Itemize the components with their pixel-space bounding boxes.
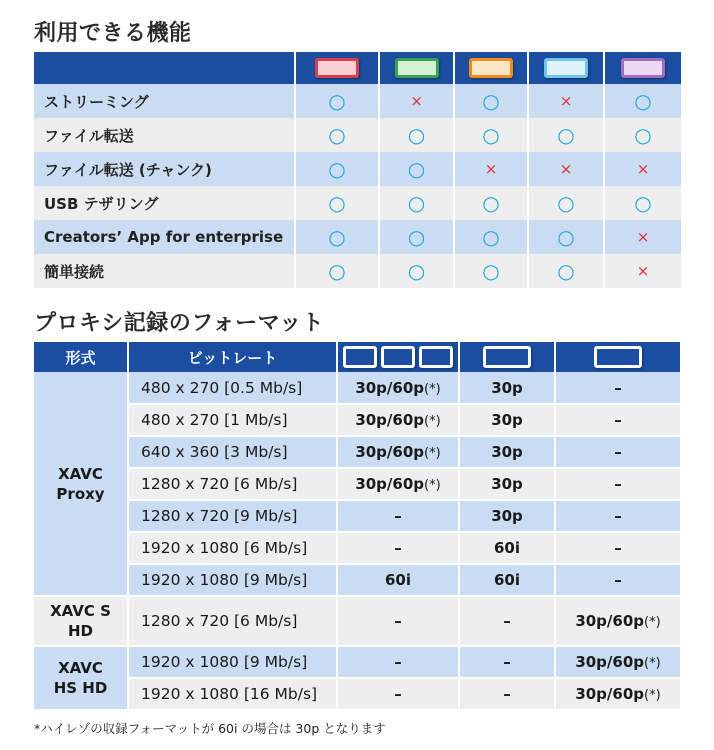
frame-rate-value: 30p/60p [575, 685, 645, 703]
frame-rate-cell [555, 372, 680, 404]
features-header-blank [34, 52, 295, 84]
feature-cell [604, 84, 681, 118]
feature-cell [528, 186, 604, 220]
feature-cell [295, 220, 379, 254]
features-table [34, 52, 681, 288]
bitrate-cell: 1920 x 1080 [6 Mb/s] [128, 532, 337, 564]
circle-mark-icon: ○ [407, 225, 426, 249]
red-swatch-icon [343, 346, 377, 368]
feature-cell [454, 152, 528, 186]
format-cell [34, 646, 128, 710]
frame-rate-cell [555, 564, 680, 596]
bitrate-cell: 1920 x 1080 [9 Mb/s] [128, 564, 337, 596]
features-header-row [34, 52, 681, 84]
proxy-header-row [34, 342, 680, 372]
frame-rate-value: 30p [491, 411, 523, 429]
frame-rate-cell [337, 404, 459, 436]
frame-rate-cell [459, 646, 555, 678]
circle-mark-icon: ○ [407, 191, 426, 215]
proxy-format-table [34, 342, 680, 711]
feature-label: USB テザリング [34, 186, 295, 220]
feature-label: 簡単接続 [34, 254, 295, 288]
feature-label: ファイル転送 (チャンク) [34, 152, 295, 186]
features-header-red [295, 52, 379, 84]
feature-label: ファイル転送 [34, 118, 295, 152]
footnote-marker: (*) [644, 656, 661, 671]
feature-cell [379, 254, 454, 288]
frame-rate-value: – [394, 507, 402, 525]
green-swatch-icon [395, 58, 439, 78]
bitrate-cell: 1280 x 720 [6 Mb/s] [128, 468, 337, 500]
frame-rate-value: 30p [491, 443, 523, 461]
frame-rate-value: – [614, 571, 622, 589]
frame-rate-cell [337, 564, 459, 596]
feature-cell [528, 254, 604, 288]
bitrate-cell: 1920 x 1080 [9 Mb/s] [128, 646, 337, 678]
frame-rate-cell [459, 678, 555, 710]
circle-mark-icon: ○ [328, 89, 346, 113]
frame-rate-cell [555, 646, 680, 678]
feature-cell [379, 118, 454, 152]
feature-row [34, 186, 681, 220]
frame-rate-value: – [503, 685, 511, 703]
frame-rate-value: 30p/60p [355, 378, 425, 397]
cross-mark-icon: × [559, 160, 573, 178]
feature-cell [604, 152, 681, 186]
bitrate-cell: 640 x 360 [3 Mb/s] [128, 436, 337, 468]
feature-cell [379, 152, 454, 186]
frame-rate-value: – [614, 507, 622, 525]
frame-rate-cell [459, 436, 555, 468]
blue-swatch-icon [544, 58, 588, 78]
feature-cell [295, 254, 379, 288]
cross-mark-icon: × [484, 160, 498, 178]
feature-cell [454, 118, 528, 152]
green-swatch-icon [381, 346, 415, 368]
frame-rate-cell [337, 646, 459, 678]
frame-rate-value: – [614, 378, 622, 397]
frame-rate-value: 60i [384, 571, 411, 589]
features-header-orange [454, 52, 528, 84]
circle-mark-icon: ○ [634, 191, 652, 215]
frame-rate-cell [555, 404, 680, 436]
frame-rate-cell [459, 500, 555, 532]
footnote-marker: (*) [424, 446, 441, 461]
frame-rate-cell [337, 436, 459, 468]
circle-mark-icon: ○ [407, 259, 426, 283]
feature-cell [454, 254, 528, 288]
section-title-features: 利用できる機能 [34, 21, 192, 46]
proxy-row [34, 500, 680, 532]
circle-mark-icon: ○ [634, 123, 652, 147]
frame-rate-value: – [394, 653, 402, 671]
bitrate-cell: 1920 x 1080 [16 Mb/s] [128, 678, 337, 710]
proxy-row [34, 372, 680, 404]
circle-mark-icon: ○ [482, 123, 500, 147]
orange-swatch-icon [483, 346, 531, 368]
feature-label: ストリーミング [34, 84, 295, 118]
circle-mark-icon: ○ [557, 123, 575, 147]
circle-mark-icon: ○ [328, 225, 346, 249]
proxy-row [34, 596, 680, 646]
frame-rate-value: 30p/60p [355, 411, 425, 429]
cross-mark-icon: × [636, 262, 650, 280]
frame-rate-cell [555, 500, 680, 532]
proxy-header-orange [459, 342, 555, 372]
feature-cell [379, 220, 454, 254]
frame-rate-cell [459, 372, 555, 404]
orange-swatch-icon [469, 58, 513, 78]
footnote: *ハイレゾの収録フォーマットが 60i の場合は 30p となります [34, 721, 386, 736]
frame-rate-value: – [503, 612, 511, 630]
frame-rate-value: – [394, 685, 402, 703]
frame-rate-value: 30p [491, 475, 523, 493]
proxy-body [34, 372, 680, 710]
frame-rate-cell [337, 372, 459, 404]
frame-rate-cell [337, 500, 459, 532]
circle-mark-icon: ○ [328, 157, 346, 181]
frame-rate-cell [337, 468, 459, 500]
frame-rate-value: 30p/60p [575, 653, 645, 671]
proxy-row [34, 532, 680, 564]
proxy-header-red-green-purple [337, 342, 459, 372]
frame-rate-value: 60i [493, 539, 520, 557]
frame-rate-value: – [614, 443, 622, 461]
feature-cell [295, 186, 379, 220]
feature-cell [528, 220, 604, 254]
frame-rate-cell [337, 532, 459, 564]
format-line2: HS HD [53, 679, 108, 697]
proxy-header-blue [555, 342, 680, 372]
feature-row [34, 84, 681, 118]
red-swatch-icon [315, 58, 359, 78]
frame-rate-value: – [394, 539, 402, 557]
circle-mark-icon: ○ [557, 191, 575, 215]
proxy-row [34, 678, 680, 710]
feature-cell [604, 220, 681, 254]
frame-rate-cell [459, 468, 555, 500]
format-cell [34, 596, 128, 646]
features-header-purple [604, 52, 681, 84]
format-cell [34, 372, 128, 596]
footnote-marker: (*) [644, 615, 661, 630]
frame-rate-cell [459, 532, 555, 564]
circle-mark-icon: ○ [328, 191, 346, 215]
feature-cell [528, 152, 604, 186]
proxy-row [34, 468, 680, 500]
circle-mark-icon: ○ [328, 259, 346, 283]
footnote-marker: (*) [424, 414, 441, 429]
circle-mark-icon: ○ [557, 225, 575, 249]
frame-rate-value: – [614, 411, 622, 429]
frame-rate-cell [555, 468, 680, 500]
frame-rate-value: 30p/60p [355, 475, 425, 493]
feature-cell [528, 84, 604, 118]
feature-cell [379, 186, 454, 220]
frame-rate-cell [337, 678, 459, 710]
feature-row [34, 254, 681, 288]
proxy-header-bitrate: ビットレート [128, 342, 337, 372]
feature-cell [454, 220, 528, 254]
frame-rate-cell [555, 678, 680, 710]
frame-rate-cell [459, 404, 555, 436]
purple-swatch-icon [621, 58, 665, 78]
proxy-row [34, 404, 680, 436]
cross-mark-icon: × [636, 160, 650, 178]
feature-cell [295, 84, 379, 118]
footnote-marker: (*) [424, 478, 441, 493]
proxy-row [34, 646, 680, 678]
feature-row [34, 152, 681, 186]
circle-mark-icon: ○ [407, 157, 426, 181]
format-line2: Proxy [56, 484, 105, 503]
feature-cell [528, 118, 604, 152]
frame-rate-cell [555, 436, 680, 468]
cross-mark-icon: × [636, 228, 650, 246]
purple-swatch-icon [419, 346, 453, 368]
proxy-row [34, 436, 680, 468]
proxy-row [34, 564, 680, 596]
frame-rate-value: – [503, 653, 511, 671]
cross-mark-icon: × [559, 92, 573, 110]
section-title-proxy: プロキシ記録のフォーマット [34, 311, 325, 336]
frame-rate-value: – [614, 475, 622, 493]
frame-rate-cell [459, 564, 555, 596]
circle-mark-icon: ○ [407, 123, 426, 147]
feature-cell [295, 152, 379, 186]
footnote-marker: (*) [644, 688, 661, 703]
circle-mark-icon: ○ [557, 259, 575, 283]
frame-rate-value: 30p [491, 507, 523, 525]
format-line1: XAVC [58, 659, 103, 677]
blue-swatch-icon [594, 346, 642, 368]
frame-rate-value: – [614, 539, 622, 557]
feature-cell [379, 84, 454, 118]
footnote-marker: (*) [424, 381, 441, 397]
frame-rate-value: 30p [491, 378, 523, 397]
features-header-blue [528, 52, 604, 84]
circle-mark-icon: ○ [482, 225, 500, 249]
feature-cell [604, 118, 681, 152]
frame-rate-value: 30p/60p [355, 443, 425, 461]
frame-rate-value: 30p/60p [575, 612, 645, 630]
bitrate-cell: 1280 x 720 [6 Mb/s] [128, 596, 337, 646]
feature-cell [604, 254, 681, 288]
circle-mark-icon: ○ [482, 191, 500, 215]
frame-rate-value: – [394, 612, 402, 630]
format-line1: XAVC S [50, 602, 111, 620]
frame-rate-cell [337, 596, 459, 646]
bitrate-cell: 480 x 270 [1 Mb/s] [128, 404, 337, 436]
features-body [34, 84, 681, 288]
feature-label: Creators’ App for enterprise [34, 220, 295, 254]
frame-rate-cell [555, 532, 680, 564]
circle-mark-icon: ○ [634, 89, 652, 113]
format-line2: HD [67, 622, 93, 640]
feature-cell [454, 186, 528, 220]
feature-row [34, 220, 681, 254]
feature-cell [604, 186, 681, 220]
feature-cell [454, 84, 528, 118]
frame-rate-cell [555, 596, 680, 646]
bitrate-cell: 1280 x 720 [9 Mb/s] [128, 500, 337, 532]
proxy-header-format: 形式 [34, 342, 128, 372]
circle-mark-icon: ○ [482, 89, 500, 113]
cross-mark-icon: × [410, 92, 423, 110]
features-header-green [379, 52, 454, 84]
bitrate-cell: 480 x 270 [0.5 Mb/s] [128, 372, 337, 404]
frame-rate-value: 60i [493, 571, 520, 589]
feature-cell [295, 118, 379, 152]
circle-mark-icon: ○ [328, 123, 346, 147]
circle-mark-icon: ○ [482, 259, 500, 283]
format-line1: XAVC [58, 464, 103, 483]
frame-rate-cell [459, 596, 555, 646]
feature-row [34, 118, 681, 152]
